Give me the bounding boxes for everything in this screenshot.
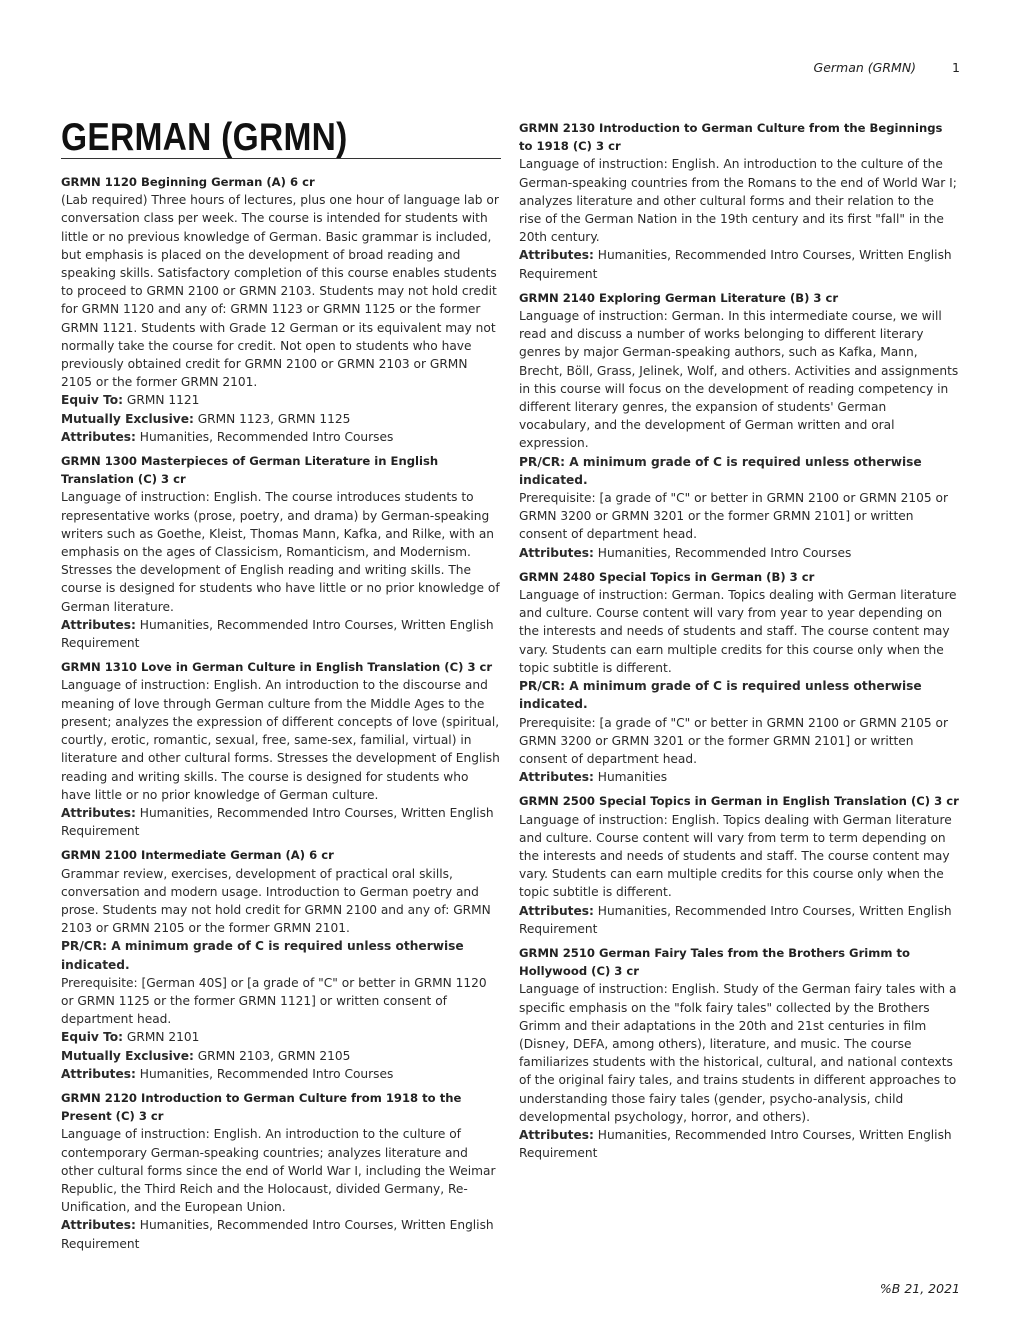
- equiv-value: GRMN 2101: [126, 1030, 200, 1045]
- course-description: Language of instruction: German. Topics dealing with German literature and culture. Course content will vary from year to year depending on the interests and needs of students and staff. The course content may vary. Students can earn multiple credits for this course only when the topic subtitle is different.: [519, 588, 957, 675]
- attributes-label: Attributes:: [519, 770, 594, 785]
- course-grmn-2120: [61, 1089, 501, 1253]
- attributes-value: Humanities, Recommended Intro Courses, Written English Requirement: [519, 903, 952, 936]
- attributes-value: Humanities, Recommended Intro Courses, Written English Requirement: [519, 1127, 952, 1161]
- course-description: Language of instruction: English. An introduction to the culture of contemporary German-speaking countries; analyzes literature and other cultural forms since the end of World War I, including the Weimar Republic, the Third Reich and the Holocaust, divided Germany, Re-Unification, and the European Union.: [61, 1127, 496, 1215]
- mutex-label: Mutually Exclusive:: [61, 1048, 194, 1063]
- prcr-line: [519, 453, 959, 489]
- course-title: GRMN 1300 Masterpieces of German Literature in English Translation (C) 3 cr: [61, 454, 439, 487]
- equiv-label: Equiv To:: [61, 1030, 124, 1045]
- course-grmn-2140: [519, 289, 959, 562]
- prcr-note: PR/CR: A minimum grade of C is required unless otherwise indicated.: [519, 679, 922, 712]
- course-title: GRMN 1310 Love in German Culture in English Translation (C) 3 cr: [61, 660, 493, 675]
- course-description: Language of instruction: English. An introduction to the culture of the German-speaking countries from the Romans to the end of World War I; analyzes literature and other cultural forms and their relation to the rise of the German Nation in the 19th century and its first "fall" in the 20th century.: [519, 157, 957, 245]
- attributes-value: Humanities, Recommended Intro Courses, Written English Requirement: [519, 248, 952, 281]
- course-grmn-1300: [61, 452, 501, 652]
- prcr-line: [519, 677, 959, 713]
- attributes-label: Attributes:: [519, 1127, 594, 1142]
- course-description: Language of instruction: English. An introduction to the discourse and meaning of love through German culture from the Middle Ages to the present; analyzes the expression of different concepts of love (spiritual, courtly, erotic, romantic, sexual, free, same-sex, familial, virtual) in literature and other cultural forms. Stresses the development of English reading and writing skills. The course is designed for students who have little or no prior knowledge of German culture.: [61, 678, 500, 802]
- attributes-line: [61, 1065, 501, 1083]
- course-grmn-2130: [519, 119, 959, 283]
- attributes-label: Attributes:: [61, 617, 136, 632]
- course-description: Language of instruction: German. In this intermediate course, we will read and discuss a number of works belonging to different literary genres by major German-speaking authors, such as Kafka, Mann, Brecht, Böll, Grass, Jelinek, Wolf, and others. Activities and assignments in this course will focus on the development of reading competency in different literary genres, the expansion of students' German vocabulary, and the development of German written and oral expression.: [519, 309, 959, 451]
- mutex-label: Mutually Exclusive:: [61, 411, 194, 426]
- course-title: GRMN 2120 Introduction to German Culture from 1918 to the Present (C) 3 cr: [61, 1090, 462, 1124]
- prcr-line: [61, 937, 501, 973]
- attributes-line: [61, 804, 501, 840]
- attributes-line: [61, 1216, 501, 1252]
- attributes-label: Attributes:: [519, 903, 594, 918]
- mutex-line: [61, 410, 501, 428]
- equiv-label: Equiv To:: [61, 393, 124, 408]
- course-grmn-2500: [519, 792, 959, 938]
- attributes-value: Humanities, Recommended Intro Courses, Written English Requirement: [61, 1218, 494, 1251]
- course-title: GRMN 2510 German Fairy Tales from the Brothers Grimm to Hollywood (C) 3 cr: [519, 945, 910, 979]
- mutex-line: [61, 1047, 501, 1065]
- attributes-label: Attributes:: [61, 1218, 136, 1233]
- course-description: Language of instruction: English. Topics dealing with German literature and culture. Course content will vary from term to term depending on the interests and needs of students and staff. The course content may vary. Students can earn multiple credits for this course only when the topic subtitle is different.: [519, 812, 952, 900]
- running-title: German (GRMN): [813, 60, 917, 75]
- attributes-label: Attributes:: [61, 1066, 136, 1081]
- course-description: Language of instruction: English. Study of the German fairy tales with a specific emphasis on the "folk fairy tales" collected by the Brothers Grimm and their adaptations in the 20th and 21st centuries in film (Disney, DEFA, among others), literature, and music. The course familiarizes students with the historical, cultural, and national contexts of the original fairy tales, and trains students in different approaches to understanding those fairy tales (gender, psycho-analysis, child developmental psychology, horror, and others).: [519, 982, 957, 1124]
- attributes-line: [519, 246, 959, 282]
- course-description: Grammar review, exercises, development of practical oral skills, conversation and modern usage. Introduction to German poetry and prose. Students may not hold credit for GRMN 2100 and any of: GRMN 2103 or GRMN 2105 or the former GRMN 2101.: [61, 866, 491, 936]
- left-column: [61, 173, 501, 1259]
- course-grmn-2100: [61, 846, 501, 1083]
- prcr-note: PR/CR: A minimum grade of C is required unless otherwise indicated.: [519, 454, 922, 487]
- attributes-line: [519, 1126, 959, 1162]
- attributes-value: Humanities: [597, 770, 668, 785]
- course-title: GRMN 1120 Beginning German (A) 6 cr: [61, 175, 315, 189]
- course-grmn-2480: [519, 568, 959, 786]
- course-grmn-2510: [519, 944, 959, 1162]
- running-header: [814, 60, 960, 75]
- attributes-line: [519, 544, 959, 562]
- title-divider: [61, 158, 501, 159]
- course-title: GRMN 2130 Introduction to German Culture from the Beginnings to 1918 (C) 3 cr: [519, 121, 943, 154]
- attributes-label: Attributes:: [519, 545, 594, 560]
- course-description: (Lab required) Three hours of lectures, plus one hour of language lab or conversation class per week. The course is intended for students with little or no previous knowledge of German. Basic grammar is included, but emphasis is placed on the development of broad reading and speaking skills. Satisfactory completion of this course enables students to proceed to GRMN 2100 or GRMN 2103. Students may not hold credit for GRMN 1120 and any of: GRMN 1123 or GRMN 1125 or the former GRMN 1121. Students with Grade 12 German or its equivalent may not normally take the course for credit. Not open to students who have previously obtained credit for GRMN 2100 or GRMN 2103 or GRMN 2105 or the former GRMN 2101.: [61, 193, 499, 390]
- attributes-line: [519, 902, 959, 938]
- equiv-value: GRMN 1121: [126, 393, 200, 408]
- prerequisite-line: Prerequisite: [a grade of "C" or better in GRMN 2100 or GRMN 2105 or GRMN 3200 or GRMN 3201 or the former GRMN 2101] or written consent of department head.: [519, 715, 949, 766]
- mutex-value: GRMN 1123, GRMN 1125: [197, 411, 351, 426]
- mutex-value: GRMN 2103, GRMN 2105: [197, 1048, 351, 1063]
- attributes-label: Attributes:: [61, 429, 136, 444]
- course-title: GRMN 2100 Intermediate German (A) 6 cr: [61, 848, 334, 863]
- attributes-line: [519, 768, 959, 786]
- attributes-value: Humanities, Recommended Intro Courses, Written English Requirement: [61, 805, 494, 839]
- page-number: 1: [952, 60, 960, 75]
- attributes-value: Humanities, Recommended Intro Courses, Written English Requirement: [61, 617, 494, 651]
- right-column: [519, 119, 959, 1168]
- prerequisite-line: Prerequisite: [German 40S] or [a grade of "C" or better in GRMN 1120 or GRMN 1125 or the former GRMN 1121] or written consent of department head.: [61, 975, 487, 1027]
- course-title: GRMN 2500 Special Topics in German in English Translation (C) 3 cr: [519, 794, 959, 809]
- course-title: GRMN 2480 Special Topics in German (B) 3 cr: [519, 569, 815, 584]
- equiv-line: [61, 1028, 501, 1046]
- course-grmn-1310: [61, 658, 501, 840]
- prcr-note: PR/CR: A minimum grade of C is required unless otherwise indicated.: [61, 939, 464, 972]
- attributes-value: Humanities, Recommended Intro Courses: [139, 1066, 394, 1081]
- attributes-label: Attributes:: [519, 248, 594, 263]
- course-grmn-1120: [61, 173, 501, 446]
- footer-date: %B 21, 2021: [879, 1281, 960, 1296]
- attributes-label: Attributes:: [61, 805, 136, 820]
- course-title: GRMN 2140 Exploring German Literature (B) 3 cr: [519, 290, 839, 305]
- equiv-line: [61, 391, 501, 409]
- attributes-value: Humanities, Recommended Intro Courses: [597, 545, 852, 560]
- attributes-value: Humanities, Recommended Intro Courses: [139, 429, 394, 444]
- prerequisite-line: Prerequisite: [a grade of "C" or better in GRMN 2100 or GRMN 2105 or GRMN 3200 or GRMN 3201 or the former GRMN 2101] or written consent of department head.: [519, 491, 949, 542]
- attributes-line: [61, 428, 501, 446]
- page-title: GERMAN (GRMN): [61, 116, 348, 159]
- attributes-line: [61, 616, 501, 652]
- course-description: Language of instruction: English. The course introduces students to representative works (prose, poetry, and drama) by German-speaking writers such as Goethe, Kleist, Thomas Mann, Kafka, and Rilke, with an emphasis on the ages of Classicism, Romanticism, and Modernism. Stresses the development of English reading and writing skills. The course is designed for students who have little or no prior knowledge of German literature.: [61, 490, 500, 614]
